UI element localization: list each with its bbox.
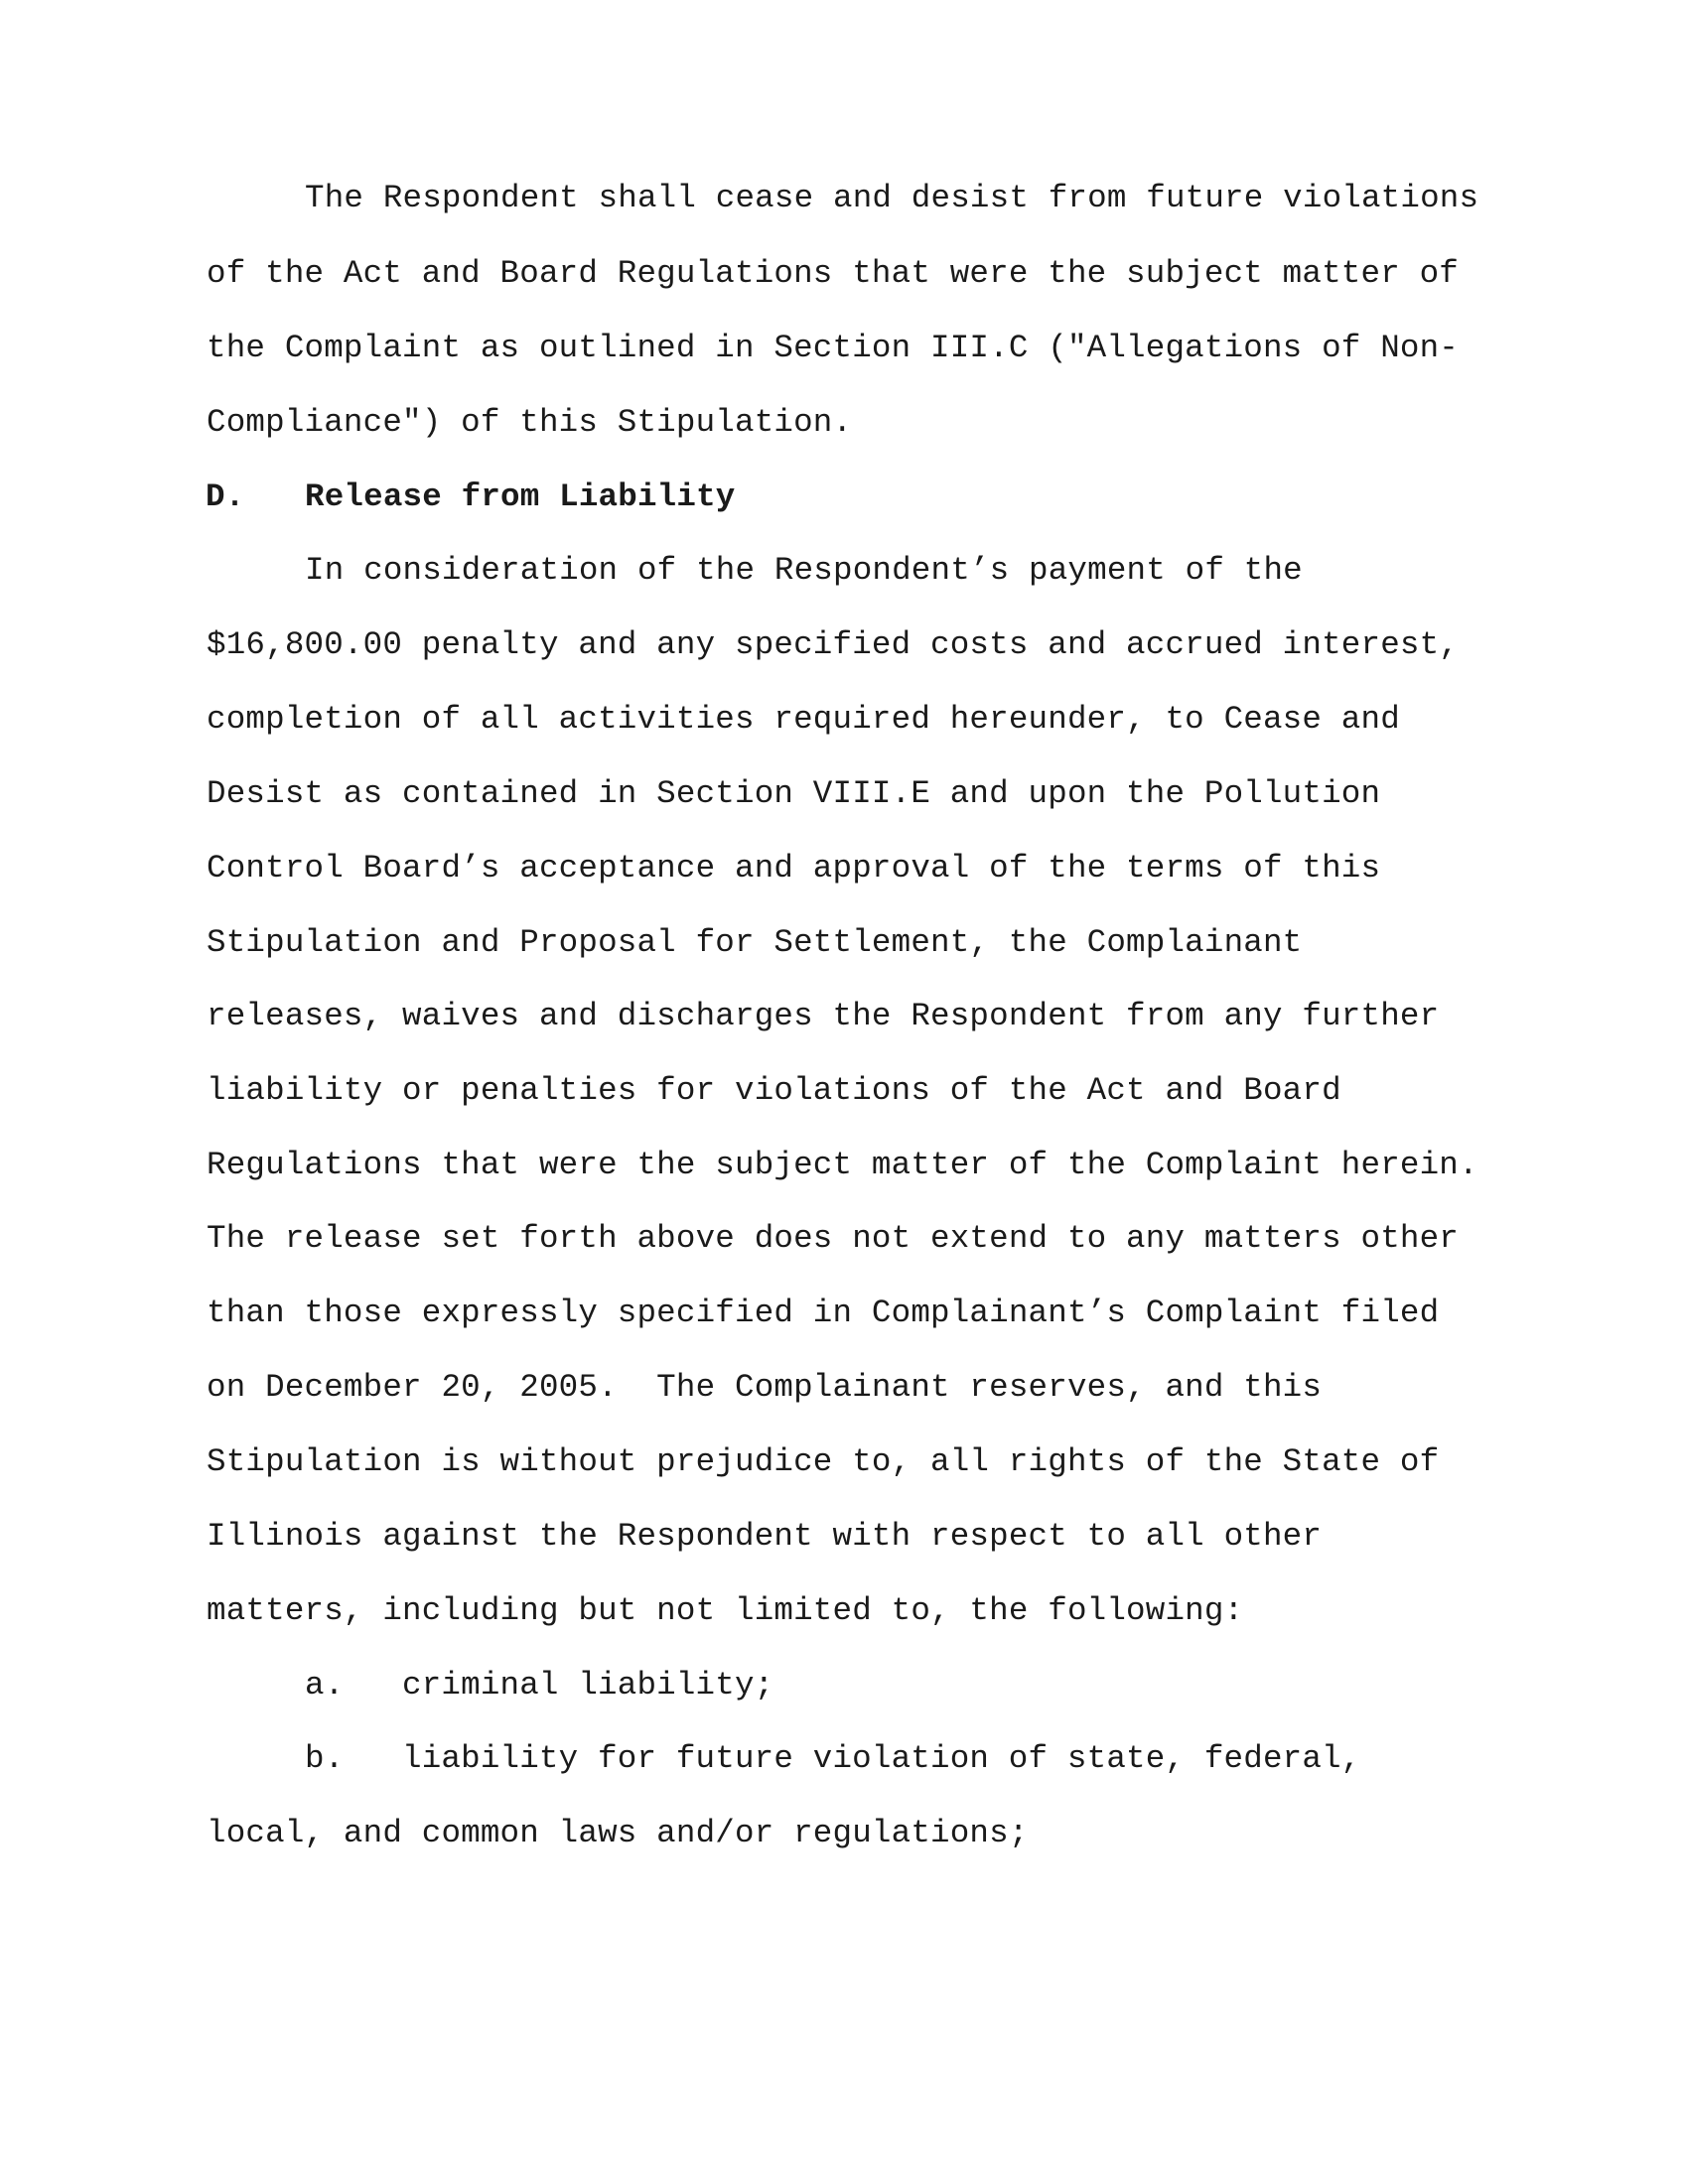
- list-marker: b.: [305, 1740, 345, 1777]
- paragraph-line: on December 20, 2005. The Complainant reserves, and this: [207, 1369, 1323, 1406]
- list-marker: a.: [305, 1667, 345, 1704]
- paragraph-line: Control Board’s acceptance and approval of the terms of this: [207, 850, 1381, 887]
- paragraph-line: Stipulation and Proposal for Settlement, the Complainant: [207, 924, 1303, 961]
- paragraph-line: Stipulation is without prejudice to, all rights of the State of: [207, 1443, 1440, 1480]
- paragraph-line: of the Act and Board Regulations that were the subject matter of: [207, 255, 1460, 292]
- section-letter: D.: [206, 478, 245, 515]
- paragraph-line: liability or penalties for violations of the Act and Board: [207, 1072, 1341, 1109]
- paragraph-line: completion of all activities required hereunder, to Cease and: [207, 701, 1400, 738]
- list-text-continuation: local, and common laws and/or regulations;: [207, 1815, 1029, 1851]
- list-text: criminal liability;: [402, 1667, 774, 1704]
- paragraph-line: Illinois against the Respondent with respect to all other: [207, 1518, 1323, 1555]
- paragraph-line: matters, including but not limited to, the following:: [207, 1592, 1244, 1629]
- paragraph-line: Regulations that were the subject matter of the Complaint herein.: [207, 1147, 1478, 1183]
- paragraph-line: Compliance") of this Stipulation.: [207, 404, 853, 441]
- paragraph-line: releases, waives and discharges the Respondent from any further: [207, 998, 1440, 1034]
- paragraph-line: $16,800.00 penalty and any specified costs and accrued interest,: [207, 626, 1460, 663]
- paragraph-line: the Complaint as outlined in Section III.C ("Allegations of Non-: [207, 330, 1460, 366]
- paragraph-line: than those expressly specified in Complainant’s Complaint filed: [207, 1295, 1440, 1331]
- paragraph-line: The Respondent shall cease and desist from future violations: [305, 180, 1479, 216]
- paragraph-line: The release set forth above does not extend to any matters other: [207, 1220, 1460, 1257]
- paragraph-line: Desist as contained in Section VIII.E and upon the Pollution: [207, 775, 1381, 812]
- paragraph-line: In consideration of the Respondent’s payment of the: [305, 552, 1303, 589]
- list-text: liability for future violation of state, federal,: [402, 1740, 1361, 1777]
- section-title: Release from Liability: [305, 478, 736, 515]
